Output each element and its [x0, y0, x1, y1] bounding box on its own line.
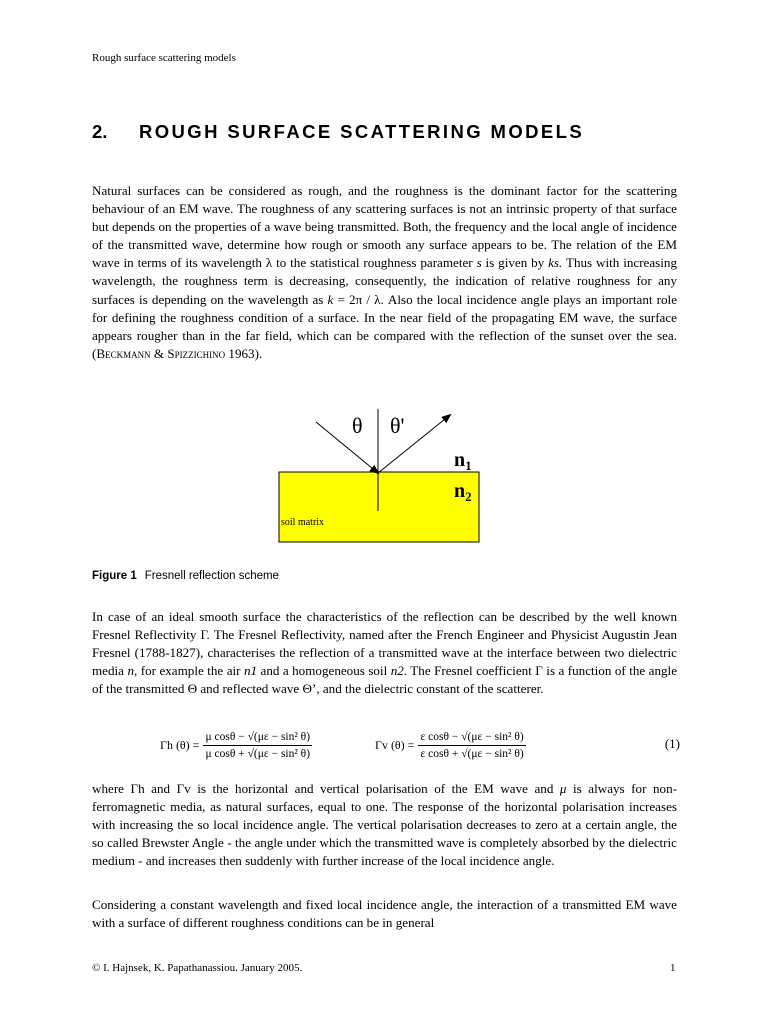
n1-label: $n_1$: [454, 449, 472, 473]
gamma-v-formula: Γv (θ) = $\frac{\text{ε cosθ − √(με − sin² θ)}}{\text{ε cosθ + √(με − sin² θ)}}$: [375, 730, 524, 760]
page-number: 1: [670, 962, 676, 974]
section-title: [92, 121, 584, 143]
fresnel-diagram: [276, 407, 486, 547]
fresnel-figure: [276, 407, 486, 547]
paragraph-roughness: Natural surfaces can be considered as rough, and the roughness is the dominant factor for the scattering behaviour of an EM wave. The roughness of any scattering surfaces is not an intrinsic property of that surface but depends on the properties of a wave being transmitted. Both, the frequency and the local angle of incidence of the transmitted wave, determine how rough or smooth any surface appears to be. The relation of the EM wave in terms of its wavelength λ to the statistical roughness parameter s is given by ks. Thus with increasing wavelength, the roughness term is decreasing, consequently, the indication of relative roughness for any surfaces is depending on the wavelength as k = 2π / λ. Also the local incidence angle plays an important role for defining the roughness condition of a surface. In the near field of the propagating EM wave, the surface appears rougher than in the far field, which can be compared with the reflection of the sunset over the sea. (Beckmann & Spizzichino 1963).: [92, 183, 678, 361]
section-title-text: ROUGH SURFACE SCATTERING MODELS: [139, 121, 585, 142]
section-number: 2.: [92, 121, 108, 142]
figure-caption-text: Fresnell reflection scheme: [144, 570, 279, 582]
soil-matrix-label: soil matrix: [281, 517, 325, 528]
footer-copyright: © I. Hajnsek, K. Papathanassiou. January 2005.: [92, 962, 303, 974]
gamma-h-formula: Γh (θ) = $\frac{\text{μ cosθ − √(με − sin² θ)}}{\text{μ cosθ + √(με − sin² θ)}}$: [160, 730, 311, 760]
n2-label: $n_2$: [454, 480, 472, 504]
paragraph-polarisation: where Γh and Γv is the horizontal and vertical polarisation of the EM wave and μ is always for non-ferromagnetic media, as natural surfaces, equal to one. The response of the horizontal polarisation increases with increasing the so local incidence angle. The vertical polarisation decreases to zero at a certain angle, the so called Brewster Angle - the angle under which the transmitted wave is completely absorbed by the dielectric medium - and increases then suddenly with further increase of the local incidence angle.: [92, 781, 677, 869]
fresnel-equation: [160, 722, 680, 770]
incident-ray: [316, 422, 378, 473]
paragraph-fresnel: In case of an ideal smooth surface the characteristics of the reflection can be described by the well known Fresnel Reflectivity Γ. The Fresnel Reflectivity, named after the French Engineer and Physicist Augustin Jean Fresnel (1788-1827), characterises the reflection of a transmitted wave at the interface between two dielectric media n, for example the air n1 and a homogeneous soil n2. The Fresnel coefficient Γ is a function of the angle of the transmitted Θ and reflected wave Θ’, and the dielectric constant of the scatterer.: [92, 609, 678, 697]
equation-number: (1): [664, 736, 680, 751]
figure-caption: [92, 570, 279, 582]
figure-label: Figure 1: [92, 570, 137, 582]
running-header: Rough surface scattering models: [92, 52, 236, 64]
paragraph-considering: Considering a constant wavelength and fixed local incidence angle, the interaction of a transmitted EM wave with a surface of different roughness conditions can be in general: [92, 897, 677, 931]
soil-matrix-region: [279, 472, 479, 542]
theta-label: θ: [352, 413, 363, 438]
theta-prime-label: θ': [390, 413, 405, 438]
citation: Beckmann & Spizzichino: [96, 345, 226, 361]
reflected-ray: [378, 415, 450, 473]
